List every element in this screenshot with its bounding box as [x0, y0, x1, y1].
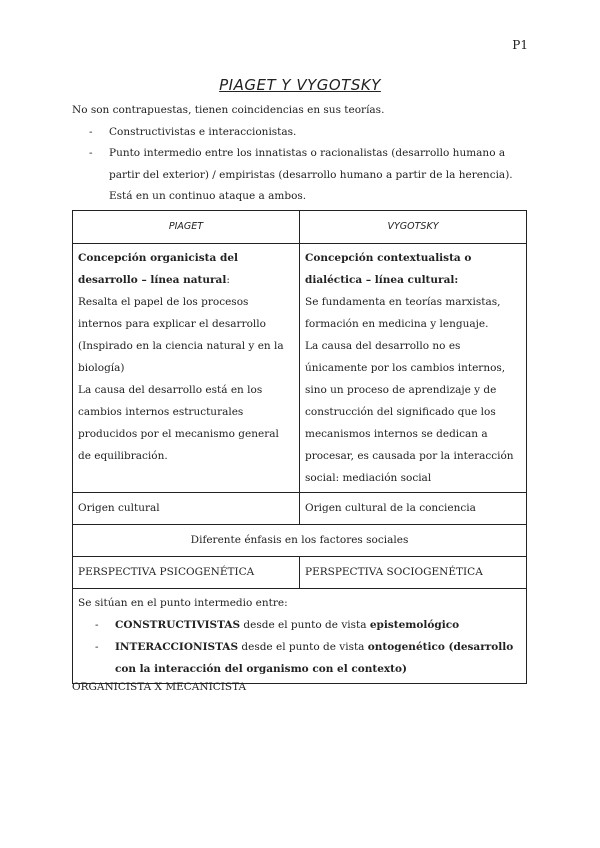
cell-origin-vygotsky: Origen cultural de la conciencia: [300, 493, 527, 525]
vygotsky-concept-title: Concepción contextualista o dialéctica – línea cultural:: [305, 252, 472, 286]
intermediate-list: [78, 614, 521, 680]
cell-origin-piaget: Origen cultural: [73, 493, 300, 525]
intro-section: [72, 100, 532, 208]
list-item-text: Punto intermedio entre los innatistas o racionalistas (desarrollo humano a partir del exterior) / empiristas (desarrollo humano a partir de la herencia). Está en un continuo ataque a ambos.: [109, 147, 513, 202]
table-row-perspective: [73, 557, 527, 589]
table-row-concepts: [73, 244, 527, 493]
intro-lead: No son contrapuestas, tienen coincidencias en sus teorías.: [72, 104, 385, 116]
table-row-emphasis: [73, 525, 527, 557]
intermediate-lead: Se sitúan en el punto intermedio entre:: [78, 597, 288, 609]
table-row-intermediate: [73, 589, 527, 684]
cell-emphasis: Diferente énfasis en los factores sociales: [73, 525, 527, 557]
dash-bullet: -: [89, 147, 93, 159]
cell-vygotsky-concept: [300, 244, 527, 493]
intro-list: [72, 122, 532, 208]
cell-piaget-concept: [73, 244, 300, 493]
list-item: [72, 122, 532, 144]
cell-intermediate: [73, 589, 527, 684]
dash-bullet: -: [95, 619, 99, 631]
piaget-paragraph-1: Resalta el papel de los procesos internos para explicar el desarrollo (Inspirado en la ciencia natural y en la biología): [78, 296, 284, 374]
piaget-concept-title: Concepción organicista del desarrollo – línea natural: [78, 252, 239, 286]
dash-bullet: -: [95, 641, 99, 653]
page-number: P1: [512, 38, 528, 52]
cell-perspective-piaget: PERSPECTIVA PSICOGENÉTICA: [73, 557, 300, 589]
vygotsky-paragraph-2: La causa del desarrollo no es únicamente por los cambios internos, sino un proceso de aprendizaje y de construcción del significado que los mecanismos internos se dedican a procesar, es causada por la interacción social: mediación social: [305, 340, 514, 484]
piaget-paragraph-2: La causa del desarrollo está en los cambios internos estructurales producidos por el mecanismo general de equilibración.: [78, 384, 279, 462]
interaccionistas-label: INTERACCIONISTAS: [115, 641, 239, 653]
item-connector: desde el punto de vista: [238, 641, 368, 653]
comparison-table: [72, 210, 527, 684]
item-connector: desde el punto de vista: [240, 619, 370, 631]
constructivistas-label: CONSTRUCTIVISTAS: [115, 619, 241, 631]
ontogenetico-label: ontogenético (desarrollo con la interacción del organismo con el contexto): [115, 641, 514, 675]
piaget-concept-colon: :: [226, 274, 230, 286]
cell-perspective-vygotsky: PERSPECTIVA SOCIOGENÉTICA: [300, 557, 527, 589]
page-title: PIAGET Y VYGOTSKY: [219, 76, 381, 94]
list-item: [78, 636, 521, 680]
dash-bullet: -: [89, 125, 93, 138]
table-row-origin: [73, 493, 527, 525]
vygotsky-paragraph-1: Se fundamenta en teorías marxistas, formación en medicina y lenguaje.: [305, 296, 501, 330]
list-item-text: Constructivistas e interaccionistas.: [109, 125, 297, 138]
list-item: [78, 614, 521, 636]
epistemologico-label: epistemológico: [369, 619, 460, 631]
list-item: [72, 143, 532, 208]
header-piaget: PIAGET: [73, 211, 300, 244]
header-vygotsky: VYGOTSKY: [300, 211, 527, 244]
footer-note: ORGANICISTA X MECANICISTA: [72, 681, 247, 693]
table-header-row: [73, 211, 527, 244]
